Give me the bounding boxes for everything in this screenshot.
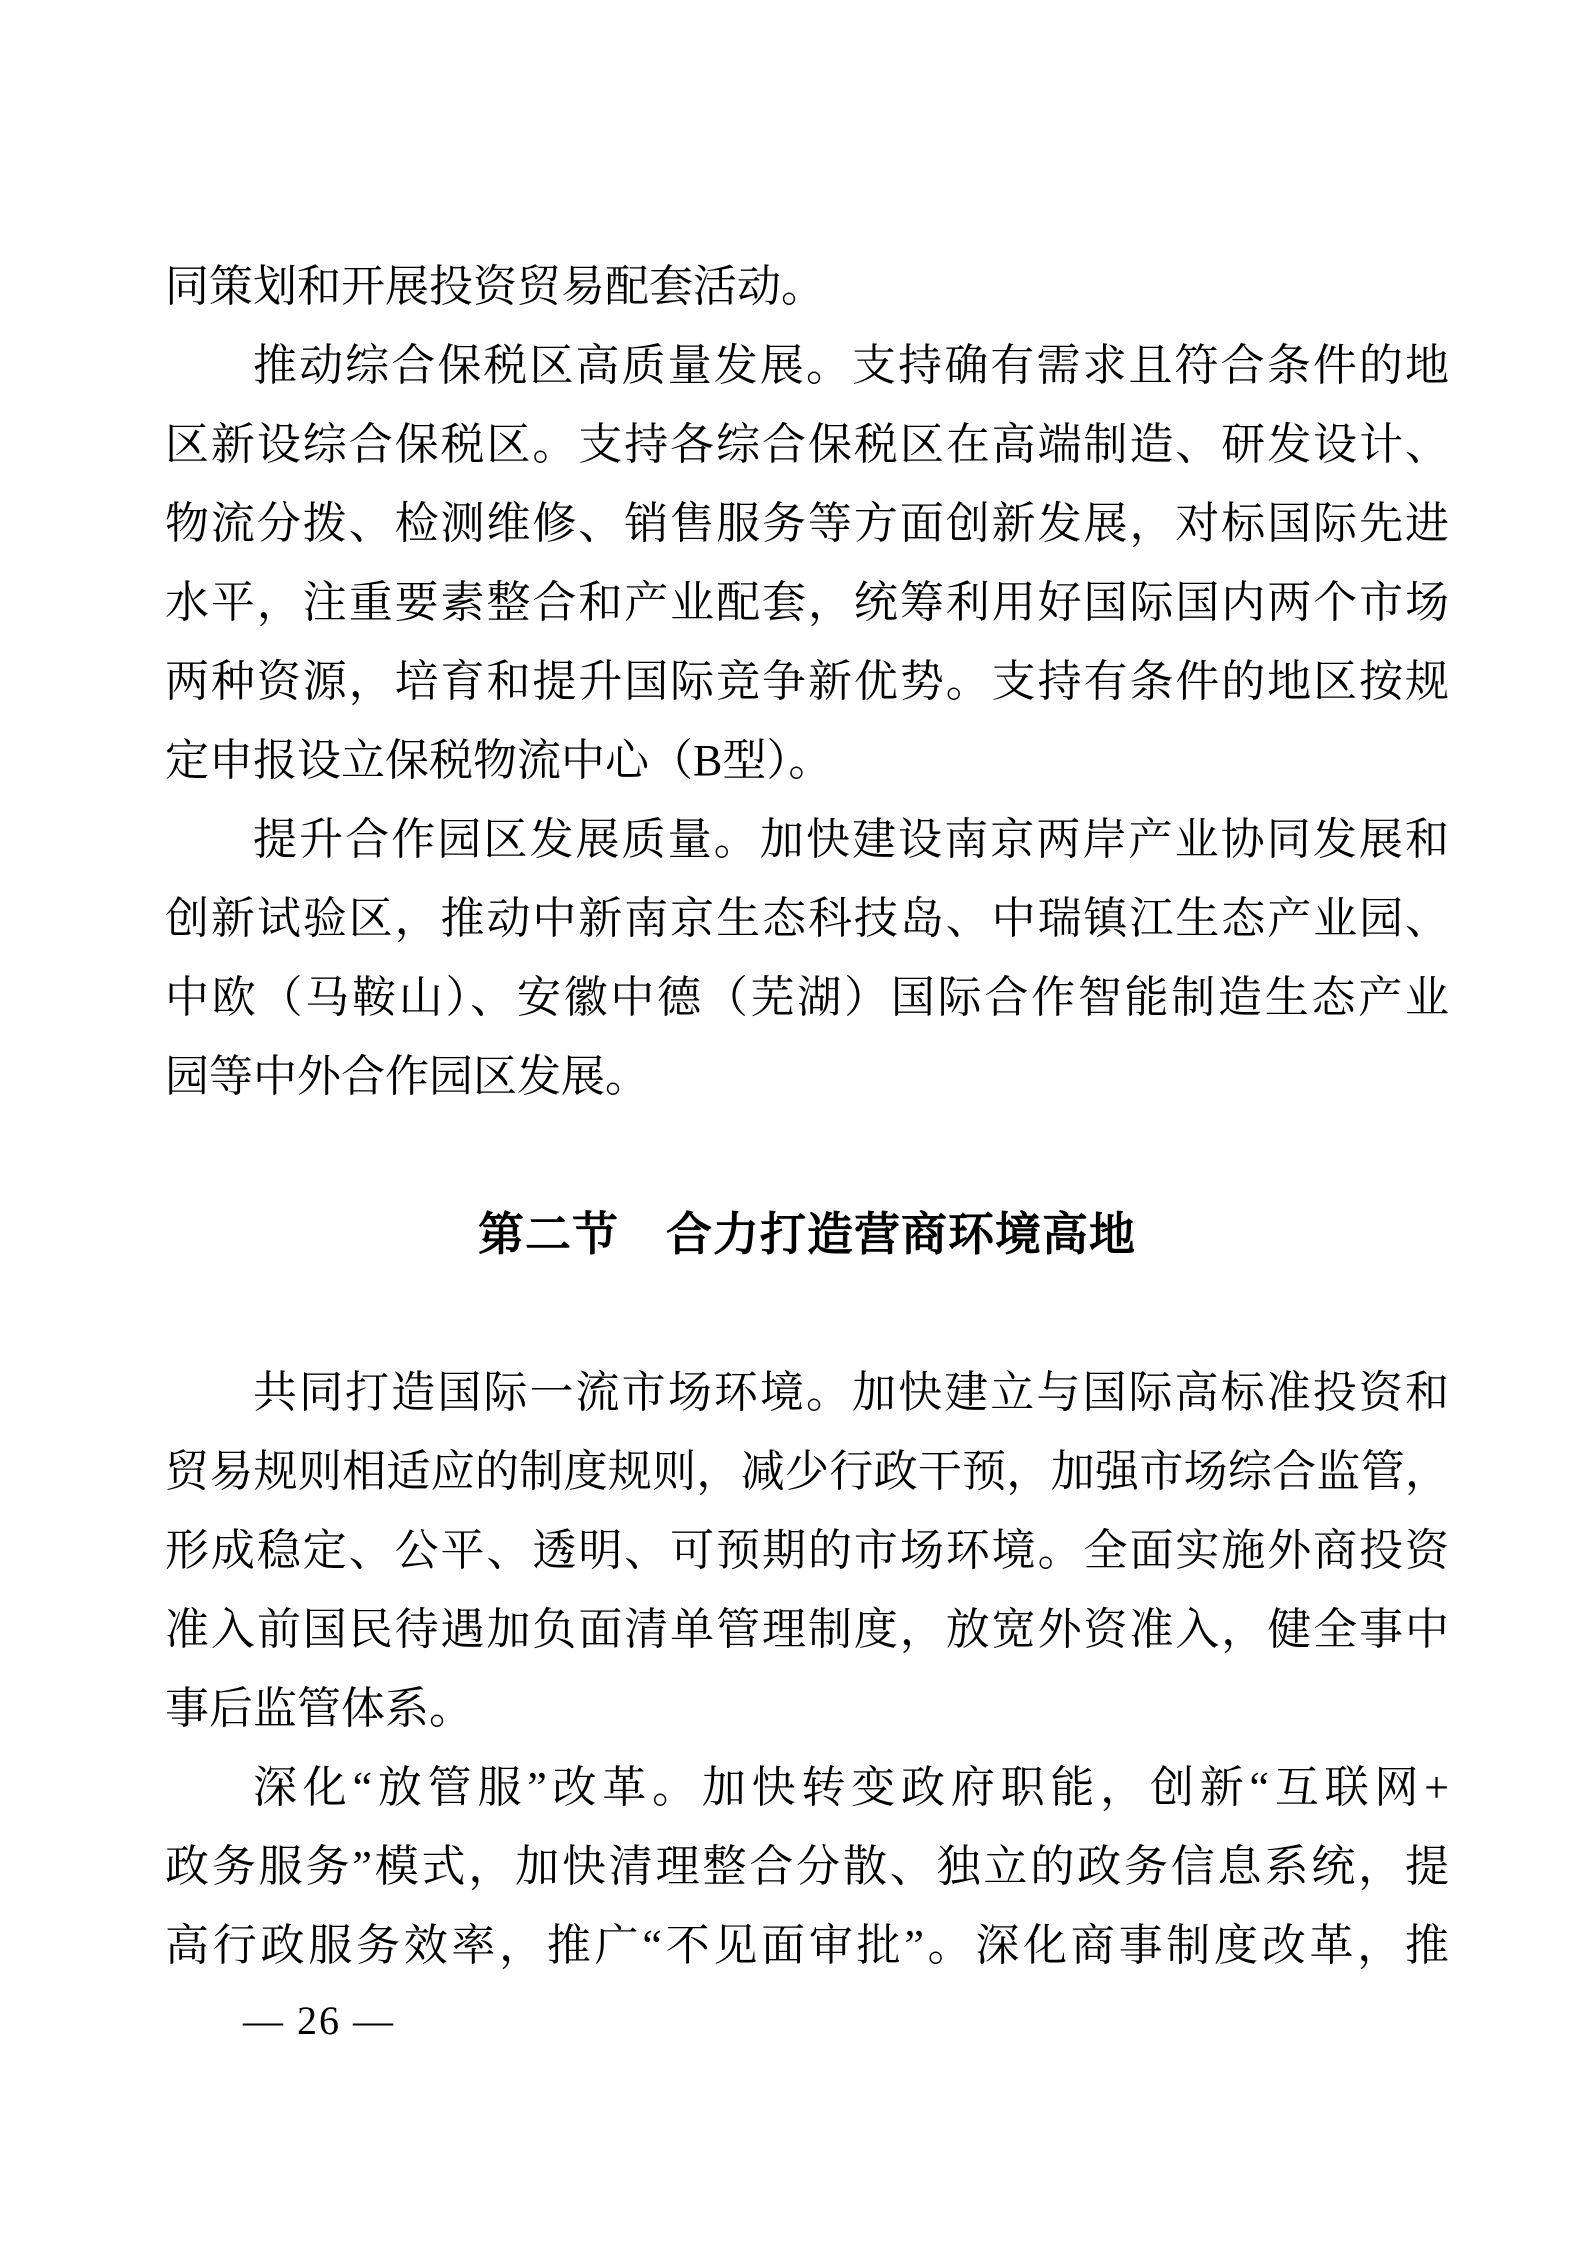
text-line: 深化“放管服”改革。加快转变政府职能，创新“互联网+	[253, 1763, 1449, 1812]
text-line: 园等中外合作园区发展。	[165, 1052, 649, 1101]
paragraph	[165, 800, 1449, 1116]
paragraph	[165, 247, 1449, 326]
text-line: 创新试验区，推动中新南京生态科技岛、中瑞镇江生态产业园、	[165, 894, 1449, 943]
text-line: 两种资源，培育和提升国际竞争新优势。支持有条件的地区按规	[165, 657, 1449, 706]
section-heading: 第二节 合力打造营商环境高地	[478, 1209, 1136, 1260]
text-line: 中欧（马鞍山）、安徽中德（芜湖）国际合作智能制造生态产业	[165, 973, 1449, 1022]
page-number: — 26 —	[243, 1998, 395, 2043]
text-line: 准入前国民待遇加负面清单管理制度，放宽外资准入，健全事中	[165, 1605, 1449, 1654]
text-line: 政务服务”模式，加快清理整合分散、独立的政务信息系统，提	[165, 1842, 1449, 1891]
text-line: 贸易规则相适应的制度规则，减少行政干预，加强市场综合监管，	[165, 1447, 1449, 1496]
paragraph	[165, 326, 1449, 800]
text-line: 水平，注重要素整合和产业配套，统筹利用好国际国内两个市场	[165, 578, 1449, 627]
text-line: 提升合作园区发展质量。加快建设南京两岸产业协同发展和	[253, 815, 1449, 864]
text-line: 定申报设立保税物流中心（B型）。	[165, 736, 833, 785]
document-body	[165, 247, 1449, 1985]
text-line: 共同打造国际一流市场环境。加快建立与国际高标准投资和	[253, 1368, 1449, 1417]
intro-paragraphs	[165, 247, 1449, 1116]
body-paragraphs	[165, 1353, 1449, 1985]
text-line: 事后监管体系。	[165, 1684, 473, 1733]
text-line: 高行政服务效率，推广“不见面审批”。深化商事制度改革，推	[165, 1921, 1449, 1970]
paragraph	[165, 1353, 1449, 1748]
text-line: 形成稳定、公平、透明、可预期的市场环境。全面实施外商投资	[165, 1526, 1449, 1575]
text-line: 推动综合保税区高质量发展。支持确有需求且符合条件的地	[253, 341, 1449, 390]
text-line: 物流分拨、检测维修、销售服务等方面创新发展，对标国际先进	[165, 499, 1449, 548]
paragraph	[165, 1748, 1449, 1985]
text-line: 区新设综合保税区。支持各综合保税区在高端制造、研发设计、	[165, 420, 1449, 469]
text-line: 同策划和开展投资贸易配套活动。	[165, 262, 825, 311]
